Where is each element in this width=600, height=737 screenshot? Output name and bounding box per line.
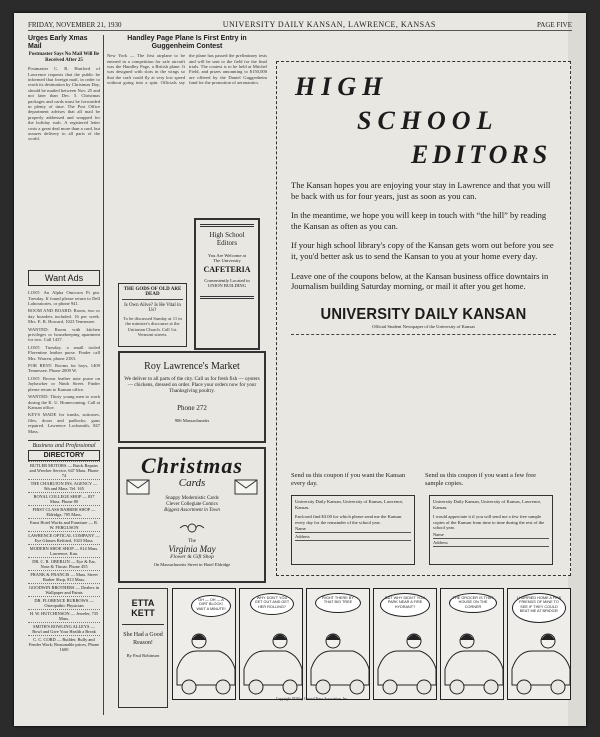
hse-brand-sub: Official Student Newspaper of the University of Kansas [372,323,475,329]
handley-article [107,35,267,225]
cafeteria-heading: High School Editors [209,231,245,247]
comic-drawing [441,589,505,701]
masthead [28,19,572,31]
coupon-1-address-field[interactable]: Address [295,533,411,541]
want-ad-item: LOST: Tuesday, a small tooled Florentine leather purse. Finder call Mrs. Warren, phone 2183. [28,344,100,361]
directory-entry: H. W. HUTCHINSON — Jeweler, 735 Mass. [29,610,99,621]
directory-entry: DR. C. R. OBERLIN — Eye & Ear, Nose & Throat. Phone 455 [28,557,100,570]
car-body [445,651,503,685]
directory-entry: FRANK & FRANCIS — Mass. Street Barber Shop, 813 Mass. [28,570,100,583]
coupon-divider [291,334,556,335]
urges-body: Postmaster C. R. Hartford of Lawrence requests that the public be informed that foreign mail, in order to reach its destination by Christmas Day, should be mailed between Nov. 25 and not later than Dec. 5. Christmas packages and cards must be forwarded in plenty of time. The Post Office department advises that all mail be properly addressed and wrapped for the holiday rush. A registered letter costs a great deal more than a card, but assures delivery to all parts of the world. [28,66,100,142]
want-ad-item: LOST: Brown leather note purse on Jayhawker or Ninth Street. Finder please return to Kansan office. [28,375,100,392]
directory-entry: SMITH'S BOWLING ALLEYS — Bowl and Give Your Health a Break [28,622,100,635]
want-ads-list [28,290,100,434]
coupon-2-body: I would appreciate it if you will send me a few free sample copies of the Kansan from time to time during the rest of the school year. [433,514,545,531]
comic-copyright: Copyright 1930 by Central Press Association, Inc. [276,697,349,701]
coupon-2[interactable] [429,495,553,565]
coupon-2-address: University Daily Kansan, University of Kansas, Lawrence, Kansas. [433,499,542,510]
gods-line2: To be discussed Sunday at 11 in the minister's discourse at the Unitarian Church. Call 1st. Vermont streets. [123,316,182,338]
comic-title-etta: ETTA [131,598,155,608]
comic-drawing [508,589,572,701]
comic-panel [239,588,303,700]
comic-title-panel [118,588,168,708]
gods-title: THE GODS OF OLD ARE DEAD [122,287,183,300]
comic-panel [373,588,437,700]
cafeteria-welcome: You Are Welcome at [208,253,246,258]
column-rule [103,35,104,715]
hse-brand: UNIVERSITY DAILY KANSAN [320,305,527,323]
comic-panel [440,588,504,700]
want-ads-title: Want Ads [28,270,100,286]
coupon-1-body: Enclosed find $3.00 for which please send me the Kansan every day for the remainder of the school year. [295,514,402,525]
christmas-title: Christmas [141,453,243,478]
masthead-title: UNIVERSITY DAILY KANSAN, LAWRENCE, KANSAS [222,20,436,29]
shop-kind: Flower & Gift Shop [170,553,214,560]
comic-panel [507,588,571,700]
roy-body: We deliver to all parts of the city. Call us for fresh fish — oysters — chickens, dressed on order. Place your orders now for your Thanksgiving poultry. [124,376,260,394]
wheel [484,680,498,694]
masthead-page: PAGE FIVE [537,20,572,29]
wheel [316,680,330,694]
comic-drawing [240,589,304,701]
want-ad-item: WANTED: Thirty young men to work during the K. U. Homecoming. Call at Kansan office. [28,394,100,410]
directory-entry: GOODWIN BROTHERS — Dealers in Wallpaper and Paints [29,584,99,595]
shop-name: Virginia May [168,543,216,554]
cafeteria-located: Conveniently Located in [204,278,250,283]
roy-address: 906 Massachusetts [174,418,210,423]
directory-entry: Ernst Hotel Works and Furniture — R. W. FERGUSON [28,518,100,531]
want-ad-item: KEYS MADE for trunks, suitcases, files, doors and padlocks; guns repaired. Lawrence Locksmith, 847 Mass. [28,412,100,434]
comic-byline: By Paul Robinson [126,653,160,658]
comic-panel [306,588,370,700]
christmas-line: Clever Collegiate Comics [166,502,218,508]
comic-drawing [374,589,438,701]
wheel [450,680,464,694]
comic-panel [172,588,236,700]
comic-drawing [307,589,371,701]
directory-entry: FIRST CLASS BARBER SHOP — Eldridge, 705 Mass. [28,505,100,518]
wheel [283,680,297,694]
hse-word-editors: EDITORS [411,140,552,169]
want-ad-item: FOR RENT: Rooms for boys, 1409 Tennessee. Phone 2009 W. [28,363,100,374]
speech-bubble: THE GROCER IS THAT HOUSE ON THE CORNER [449,593,497,613]
coupon-2-address-field[interactable]: Address [433,539,549,547]
newspaper-page [14,13,586,726]
roy-market-ad [118,351,266,443]
directory-title: Business and Professional [32,442,96,449]
comic-title-kett: KETT [131,608,155,618]
hse-para-1: The Kansan hopes you are enjoying your stay in Lawrence and that you will be back with us for four years, just as soon as you can. [291,180,551,201]
handley-headline: Handley Page Plane Is First Entry in Guggenheim Contest [127,35,247,50]
flower-icon [124,521,260,539]
speech-bubble: OH — OH — A DIRT BLOCK! WAIT A MINUTE! [191,595,231,617]
speech-bubble: I HURRIED HOME A FEW FRIENDS OF MINE TO SEE IF THEY COULD BEAT ME AT BRIDGE! [512,593,566,623]
directory-entry: DR. FLORENCE BURROWS — Osteopathic Physician [28,596,100,609]
wheel [182,680,196,694]
car-body [311,651,369,685]
directory-entry: ROYAL COLLEGE SHOP — 837 Mass. Phone 80 [28,492,100,505]
directory-entry: BUTLER MOTORS — Buick Repairs and Wrecker Service, 647 Mass. Phone 74 [29,462,99,478]
car-body [244,651,302,685]
envelope-icon [234,479,258,500]
cafeteria-ornament-top [200,224,254,227]
directory-entry: THE CHARLTON INS. AGENCY — 9th and Mass. Tel. 165 [28,479,100,492]
shop-the: The [188,538,196,544]
want-ad-item: WANTED: Room with kitchen privileges or housekeeping apartment for two. Call 1437. [28,326,100,343]
directory-head: DIRECTORY [28,450,100,461]
cafeteria-name: CAFETERIA [203,265,251,274]
comic-strip [172,588,572,708]
hse-word-school: SCHOOL [357,106,499,135]
urges-subhead: Postmaster Says No Mail Will Be Received After 25 [28,52,100,64]
envelope-icon [126,479,150,500]
urges-headline: Urges Early Xmas Mail [28,35,88,50]
wheel [350,680,364,694]
wheel [216,680,230,694]
coupon-1[interactable] [291,495,415,565]
speech-bubble: WHY DON'T YOU GET OUT AND GET HER ROLLING? [250,593,294,615]
roy-title: Roy Lawrence's Market [144,361,240,372]
want-ad-item: ROOM AND BOARD: Room, two or day boarders included. 16 per week. Mrs. E. R. Howard, 1023 Tennessee. [28,308,100,325]
car-body [378,651,436,685]
handley-body: New York — The first airplane to be entered in a competition for safe aircraft was the Handley Page, a British plane. It was designed with slots in the wings so that the craft could fly at very low speed without going into a spin. Officials say the plane has passed the preliminary tests and will be sent to the field for the final trials. The contest is to be held at Mitchel Field, and prizes amounting to $150,000 are offered by the Daniel Guggenheim fund for the promotion of aeronautics. [107,53,267,86]
wheel [249,680,263,694]
want-ad-item: LOST: An Alpha Omicron Pi pin. Tuesday. If found please return to Dell Laboratories, or phone 941. [28,290,100,306]
coupon-2-heading: Send us this coupon if you want a few free sample copies. [425,472,537,487]
roy-phone: Phone 272 [177,404,207,412]
christmas-line: Snappy Modernistic Cards [165,496,219,501]
hse-para-4: Leave one of the coupons below, at the Kansan business office downtairs in Journalism building Saturday morning, or mail it after you get home. [291,270,549,292]
car-body [177,651,235,685]
comic-drawing [173,589,237,701]
speech-bubble: RIGHT THERE BY THAT BIG TREE [315,593,361,613]
wheel [551,680,565,694]
cafeteria-ornament-bottom [200,296,254,299]
comic-title-rule [122,624,164,625]
wheel [517,680,531,694]
wheel [417,680,431,694]
directory-list [28,461,100,653]
car-body [512,651,570,685]
column-left [28,35,100,652]
christmas-sub: Cards [178,477,206,489]
hse-word-high: HIGH [295,72,389,101]
directory-entry: MODERN SHOE SHOP — 814 Mass. Lawrence, Kan. [29,545,99,556]
shop-address: On Massachusetts Street in Hotel Eldridge [153,561,231,567]
coupon-2-name[interactable]: Name [433,531,549,539]
gods-line1: Is Own Alive? Is He Vital in Us? [124,303,181,313]
speech-bubble: BUT WHY DIDN'T YOU PARK NEAR A FIRE HYDRANT? [380,593,430,617]
masthead-date: FRIDAY, NOVEMBER 21, 1930 [28,20,122,29]
directory-entry: C. C. CORD — Builder, Bully and Fender Work; Reasonable prices, Phone 1600 [28,636,100,652]
cafeteria-building: UNION BUILDING [207,283,247,288]
coupon-1-name[interactable]: Name [295,525,411,533]
wheel [383,680,397,694]
cafeteria-ad [194,218,260,350]
hse-para-2: In the meantime, we hope you will keep in touch with “the hill” by reading the Kansan as often as you can. [291,210,547,231]
christmas-line: Biggest Assortment in Town [164,508,220,514]
christmas-cards-ad [118,447,266,583]
coupon-1-address: University Daily Kansan, University of Kansas, Lawrence, Kansas. [295,499,404,510]
directory [28,440,100,653]
directory-entry: LAWRENCE OPTICAL COMPANY — Eye Glasses Refitted, 1023 Mass. [28,532,100,543]
cafeteria-univ: The University [213,258,241,263]
hse-para-3: If your high school library's copy of the Kansan gets worn out before you see it, you'd better ask us to send the Kansan to you at your home every day. [291,240,554,261]
high-school-editors-ad [276,61,571,576]
coupon-1-heading: Send us this coupon if you want the Kansan every day. [291,472,406,487]
gods-ad [118,283,187,347]
comic-tagline: She Had a Good Reason! [123,632,163,646]
